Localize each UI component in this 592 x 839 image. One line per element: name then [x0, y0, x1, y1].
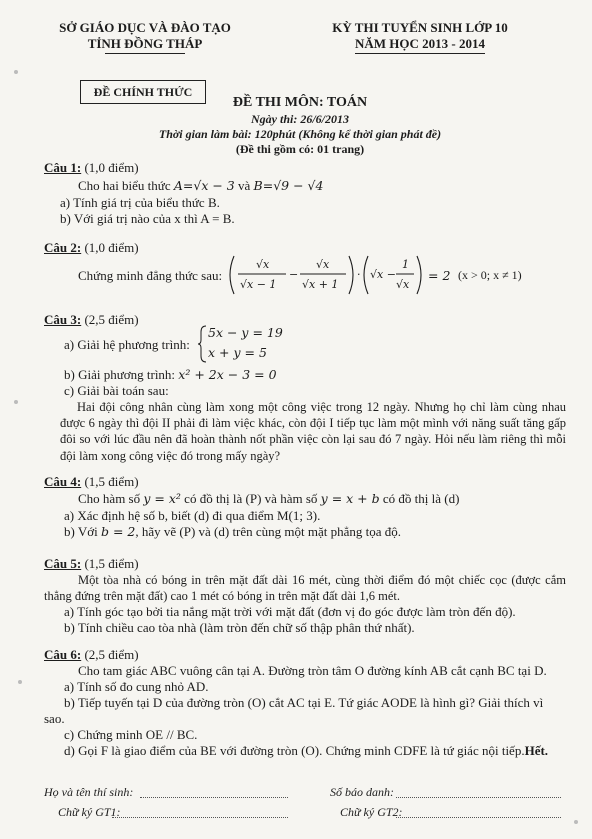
candidate-name-label: Họ và tên thí sinh:: [44, 785, 134, 799]
proctor-1-signature-field: [112, 817, 288, 818]
q4-intro-1: Cho hàm số: [78, 491, 141, 506]
question-6-part-a: a) Tính số đo cung nhỏ AD.: [64, 679, 209, 694]
q4-b-value: b = 2: [100, 524, 136, 539]
question-3-part-b: [64, 367, 277, 383]
question-6-part-c: c) Chứng minh OE // BC.: [64, 727, 198, 742]
q2-sqrtx: √x −: [370, 268, 396, 281]
question-3-heading: [44, 312, 139, 328]
q4-intro-2: có đồ thị là (P) và hàm số: [184, 491, 318, 506]
question-3-points: (2,5 điểm): [81, 312, 139, 327]
q2-frac3-den: √x: [396, 278, 410, 291]
scan-speck: [14, 400, 18, 404]
question-6-intro: Cho tam giác ABC vuông cân tại A. Đường tròn tâm O đường kính AB cắt cạnh BC tại D.: [78, 663, 547, 678]
question-2-heading: [44, 240, 139, 256]
question-1-intro: [78, 178, 323, 194]
question-3-part-c-label: c) Giải bài toán sau:: [64, 383, 169, 398]
q2-equals-two: = 2: [428, 268, 451, 283]
q4-parabola: y = x²: [143, 491, 181, 506]
question-5-title: Câu 5:: [44, 556, 82, 571]
question-2-title: Câu 2:: [44, 240, 82, 255]
question-6-part-b-continued: sao.: [44, 711, 65, 726]
proctor-2-signature-field: [396, 817, 561, 818]
q6-d-text: d) Gọi F là giao điểm của BE với đường tròn (O). Chứng minh CDFE là tứ giác nội tiếp.: [64, 743, 525, 758]
question-1-part-a: a) Tính giá trị của biểu thức B.: [60, 195, 220, 210]
proctor-2-signature-label: Chữ ký GT2:: [340, 805, 403, 819]
question-1-title: Câu 1:: [44, 160, 82, 175]
question-3-word-problem: Hai đội công nhân cùng làm xong một công việc trong 12 ngày. Nhưng họ chỉ làm cùng nhau được 6 ngày thì đội II phải đi làm việc khác, còn đội I tiếp tục làm một mình với năng suất tăng gấp đôi so với lúc đầu nên đã hoàn thành nốt phần việc còn lại sau đó 7 ngày. Hỏi nếu làm riêng thì mỗi đội làm xong công việc đó trong mấy ngày?: [60, 400, 566, 463]
question-2-points: (1,0 điểm): [81, 240, 139, 255]
q4-b-prefix: b) Với: [64, 524, 98, 539]
candidate-name-field: [140, 797, 288, 798]
candidate-id-label: Số báo danh:: [330, 785, 394, 799]
question-4-part-b: [64, 524, 401, 540]
q3-quadratic: x² + 2x − 3 = 0: [178, 367, 277, 382]
candidate-id-field: [396, 797, 561, 798]
q2-frac1-num: √x: [256, 258, 270, 271]
exam-duration: Thời gian làm bài: 120phút (Không kể thời gian phát đề): [158, 127, 442, 141]
question-3-title: Câu 3:: [44, 312, 82, 327]
question-1-points: (1,0 điểm): [81, 160, 139, 175]
official-label: ĐỀ CHÍNH THỨC: [93, 85, 193, 99]
q2-frac3-num: 1: [402, 258, 409, 271]
exam-date: Ngày thi: 26/6/2013: [251, 112, 349, 126]
q2-frac1-den: √x − 1: [240, 278, 277, 291]
q2-frac2-num: √x: [316, 258, 330, 271]
question-6-part-d: [64, 743, 548, 759]
question-1-heading: [44, 160, 139, 176]
question-2-intro: Chứng minh đẳng thức sau:: [78, 268, 223, 283]
system-brace: [198, 325, 208, 363]
system-equation-1: 5x − y = 19: [208, 325, 283, 340]
header-left-rule: [105, 53, 185, 54]
proctor-1-signature-label: Chữ ký GT1:: [58, 805, 121, 819]
system-equation-2: x + y = 5: [208, 345, 267, 360]
end-marker: Hết.: [524, 743, 549, 758]
question-3-part-a-label: a) Giải hệ phương trình:: [64, 337, 190, 352]
scan-speck: [14, 70, 18, 74]
question-6-heading: [44, 647, 139, 663]
q4-intro-3: có đồ thị là (d): [382, 491, 460, 506]
q1-and: và: [238, 178, 251, 193]
exam-title: KỲ THI TUYỂN SINH LỚP 10: [332, 20, 508, 35]
question-6-points: (2,5 điểm): [81, 647, 139, 662]
q1-intro-text: Cho hai biểu thức: [78, 178, 171, 193]
q2-frac2-den: √x + 1: [302, 278, 339, 291]
question-5-text: Một tòa nhà có bóng in trên mặt đất dài 16 mét, cùng thời điểm đó một chiếc cọc (được cắm thẳng đứng trên mặt đất) cao 1 mét có bóng in trên mặt đất dài 1,6 mét.: [44, 573, 566, 604]
q3-b-label: b) Giải phương trình:: [64, 367, 176, 382]
question-4-points: (1,5 điểm): [81, 474, 139, 489]
province-name: TỈNH ĐỒNG THÁP: [87, 36, 203, 51]
q4-b-rest: , hãy vẽ (P) và (d) trên cùng một mặt phẳng tọa độ.: [135, 524, 402, 539]
question-6-title: Câu 6:: [44, 647, 82, 662]
scan-speck: [574, 820, 578, 824]
page-count: (Đề thi gồm có: 01 trang): [235, 142, 365, 156]
question-2-identity: [228, 252, 428, 298]
q1-expression-a: A=√x − 3: [173, 178, 235, 193]
question-4-intro: [78, 491, 459, 507]
question-6-part-b: b) Tiếp tuyến tại D của đường tròn (O) cắt AC tại E. Tứ giác AODE là hình gì? Giải thích vì: [64, 695, 544, 710]
question-5-points: (1,5 điểm): [81, 556, 139, 571]
q2-minus: −: [289, 268, 299, 281]
scan-speck: [18, 680, 22, 684]
q1-expression-b: B=√9 − √4: [253, 178, 324, 193]
question-5-heading: [44, 556, 139, 572]
question-2-condition: (x > 0; x ≠ 1): [458, 268, 522, 282]
school-year: NĂM HỌC 2013 - 2014: [355, 36, 485, 51]
question-5-part-a: a) Tính góc tạo bởi tia nắng mặt trời với mặt đất (đơn vị đo góc được làm tròn đến độ).: [64, 604, 516, 619]
department-name: SỞ GIÁO DỤC VÀ ĐÀO TẠO: [59, 20, 231, 35]
question-1-part-b: b) Với giá trị nào của x thì A = B.: [60, 211, 235, 226]
question-4-title: Câu 4:: [44, 474, 82, 489]
question-4-part-a: a) Xác định hệ số b, biết (d) đi qua điểm M(1; 3).: [64, 508, 321, 523]
question-4-heading: [44, 474, 139, 490]
q4-line: y = x + b: [320, 491, 380, 506]
header-right-rule: [355, 53, 485, 54]
q2-dot: ·: [357, 268, 361, 281]
exam-subject: ĐỀ THI MÔN: TOÁN: [232, 95, 368, 110]
question-5-part-b: b) Tính chiều cao tòa nhà (làm tròn đến chữ số thập phân thứ nhất).: [64, 620, 415, 635]
